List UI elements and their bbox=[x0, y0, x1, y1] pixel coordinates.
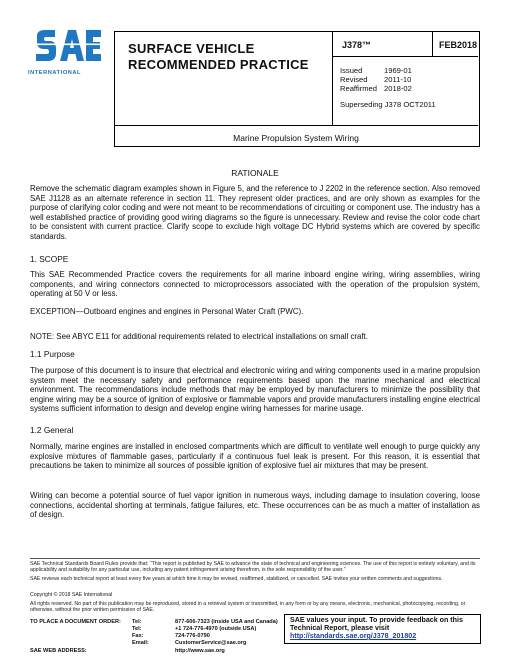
document-type-title bbox=[128, 41, 328, 73]
logo-wordmark: INTERNATIONAL bbox=[28, 70, 82, 76]
contact-tel-domestic: Tel: 877-606-7323 (inside USA and Canada) bbox=[132, 619, 278, 625]
document-subject: Marine Propulsion System Wiring bbox=[233, 133, 359, 143]
scope-paragraph: This SAE Recommended Practice covers the requirements for all marine inboard engine wiring, wiring assemblies, wiring components, and wiring connectors connected to microprocessors associated with the operation of the propulsion system, operating at 50 V or less. bbox=[30, 270, 480, 299]
general-paragraph-2: Wiring can become a potential source of fuel vapor ignition in numerous ways, including damage to insulation covering, loose connections, accidental shorting at terminals, fatigue failures, etc. These occurrences can be as much a matter of installation as of design. bbox=[30, 491, 480, 520]
board-rules-text: SAE Technical Standards Board Rules provide that: “This report is published by SAE to advance the state of technical and engineering sciences. The use of this report is entirely voluntary, and its applicability and suitability for any particular use, including any patent infringement arising therefrom, is the sole responsibility of the user.” bbox=[30, 561, 476, 574]
contact-fax: Fax: 724-776-0790 bbox=[132, 633, 210, 639]
history-revised: Revised 2011-10 bbox=[340, 75, 412, 84]
title-line-2: RECOMMENDED PRACTICE bbox=[128, 57, 309, 72]
web-address-label: SAE WEB ADDRESS: bbox=[30, 648, 87, 654]
order-label: TO PLACE A DOCUMENT ORDER: bbox=[30, 619, 121, 625]
feedback-link[interactable]: http://standards.sae.org/J378_201802 bbox=[290, 632, 417, 640]
rationale-paragraph: Remove the schematic diagram examples shown in Figure 5, and the reference to J 2202 in the reference section. Also removed SAE J1128 as an alternate reference in section 11. They represent older practices, and are only shown as examples for the purpose of clarifying color coding and were not meant to be recommendations of circuiting or component use. The industry has a well established practice of providing good wiring diagrams so the figure is unnecessary. Review and revise the color code chart to be consistent with current practice. Clarify scope to exclude high voltage DC Hybrid systems which are covered by specific standards. bbox=[30, 184, 480, 241]
web-address-link[interactable]: http://www.sae.org bbox=[175, 648, 225, 654]
purpose-paragraph: The purpose of this document is to insure that electrical and electronic wiring and wiring components used in a marine propulsion system meet the necessary safety and performance requirements based upon the marine mechanical and electrical environment. The recommendations include methods that may be employed by manufacturers to minimize the possibility that engine wiring may be a source of ignition of explosive or flammable vapors and provide manufacturers installing engine electrical systems sufficient information to design and develop engine wiring harnesses for marine usage. bbox=[30, 366, 481, 414]
general-paragraph-1: Normally, marine engines are installed in enclosed compartments which are difficult to ventilate well enough to purge quickly any explosive mixtures of flammable gases, particularly if a continuous fuel leak is present. For this reason, it is essential that precautions be taken to minimize all sources of possible ignition of explosive fuel air mixtures that may be present. bbox=[30, 442, 480, 471]
exception-paragraph: EXCEPTION—Outboard engines and engines in Personal Water Craft (PWC). bbox=[30, 307, 304, 316]
general-heading: 1.2 General bbox=[30, 425, 74, 435]
rationale-heading: RATIONALE bbox=[231, 168, 279, 178]
title-line-1: SURFACE VEHICLE bbox=[128, 41, 255, 56]
review-text: SAE reviews each technical report at least every five years at which time it may be revised, reaffirmed, stabilized, or cancelled. SAE invites your written comments and suggestions. bbox=[30, 576, 443, 582]
purpose-heading: 1.1 Purpose bbox=[30, 349, 75, 359]
header-divider bbox=[333, 56, 478, 57]
rights-text: All rights reserved. No part of this publication may be reproduced, stored in a retrieval system or transmitted, in any form or by any means, electronic, mechanical, photocopying, recording, or otherwise, without the prior written permission of SAE. bbox=[30, 601, 466, 614]
note-paragraph: NOTE: See ABYC E11 for additional requirements related to electrical installations on small craft. bbox=[30, 332, 368, 341]
contact-tel-international: Tel: +1 724-776-4970 (outside USA) bbox=[132, 626, 257, 632]
scope-heading: 1. SCOPE bbox=[30, 254, 69, 264]
document-date: FEB2018 bbox=[439, 40, 478, 50]
header-divider-vertical bbox=[432, 31, 433, 56]
document-number: J378™ bbox=[342, 40, 372, 50]
contact-email: Email: CustomerService@sae.org bbox=[132, 640, 247, 646]
header-divider-bottom bbox=[114, 125, 478, 126]
feedback-text: SAE values your input. To provide feedback on this Technical Report, please visit bbox=[290, 616, 463, 633]
superseding-note: Superseding J378 OCT2011 bbox=[340, 100, 436, 109]
copyright-text: Copyright © 2018 SAE International bbox=[30, 592, 113, 598]
history-issued: Issued 1969-01 bbox=[340, 66, 412, 75]
history-reaffirmed: Reaffirmed 2018-02 bbox=[340, 84, 412, 93]
footer-divider bbox=[30, 558, 480, 559]
